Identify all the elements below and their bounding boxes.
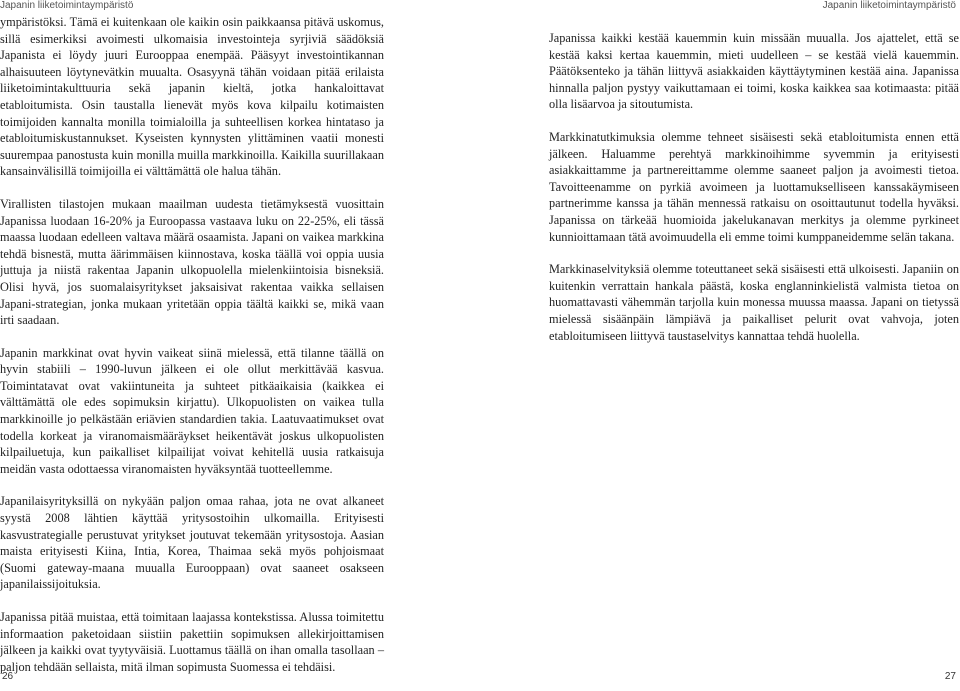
paragraph: Markkinaselvityksiä olemme toteuttaneet sekä sisäisesti että ulkoisesti. Japaniin on kuitenkin verrattain hankala päästä, koska englanninkielistä valmista tietoa on huomattavasti vähemmän tarjolla kuin monessa muussa maassa. Japani on tietyssä mielessä sisäänpäin lämpiävä ja paikalliset pelurit ovat vahvoja, joten etabloitumiseen liittyvä taustaselvitys kannattaa tehdä huolella.: [549, 262, 959, 343]
paragraph: ympäristöksi. Tämä ei kuitenkaan ole kaikin osin paikkaansa pitävä uskomus, sillä esimerkiksi avoimesti ulkomaisia investointeja syrjiviä säädöksiä Japanista ei löydy juuri Eurooppaa enempää. Pääsyyt investointikannan alhaisuuteen löytynevätkin muualta. Osasyynä tähän voidaan pitää erilaista liiketoimintakulttuuria sekä japanin kieltä, jotka hankaloittavat etabloitumista. Osin taustalla lienevät myös kova kilpailu kotimaisten toimijoiden kannalta monilla toimialoilla ja suhteellisen korkea hintataso ja etabloitumiskustannukset. Kyseisten kynnysten ylittäminen vaatii monesti suurempaa panostusta kuin monilla muilla markkinoilla. Kaikilla suurillakaan kansainvälisillä toimijoilla ei välttämättä ole halua tähän.: [0, 15, 384, 179]
paragraph: Virallisten tilastojen mukaan maailman uudesta tietämyksestä vuosittain Japanissa luodaan 16-20% ja Euroopassa vastaava luku on 22-25%, eli tässä maassa luodaan edelleen valtava määrä osaamista. Japani on vaikea markkina tehdä bisnestä, mutta äärimmäisen kiinnostava, koska täällä voi oppia uusia juttuja ja niistä rakentaa Japanin ulkopuolella mielenkiintoisia bisneksiä. Olisi hyvä, jos suomalaisyritykset jaksaisivat rakentaa vaikka sellaisen Japani-strategian, jonka mukaan yritetään oppia täältä kaikki se, mikä vaan irti saadaan.: [0, 196, 384, 328]
paragraph: Japanissa kaikki kestää kauemmin kuin missään muualla. Jos ajattelet, että se kestää kaksi kertaa kauemmin, mieti uudelleen – se kestää vielä kauemmin. Päätöksenteko ja tähän liittyvä asiakkaiden käyttäytyminen kestää aina. Japanissa hinnalla paljon pystyy vaikuttamaan ei toimi, koska kaikkea saa kotimaasta: pitää olla lisäarvoa ja sitoutumista.: [549, 31, 959, 112]
paragraph: Japanissa pitää muistaa, että toimitaan laajassa kontekstissa. Alussa toimitettu informaation paketoidaan siistiin pakettiin sopimuksen allekirjoittamisen jälkeen ja kaikki ovat tyytyväisiä. Luottamus täällä on ihan omalla tasollaan – paljon tehdään sellaista, mitä ilman sopimusta Suomessa ei tehdäisi.: [0, 610, 384, 674]
left-column: [0, 14, 384, 691]
paragraph: Markkinatutkimuksia olemme tehneet sisäisesti sekä etabloitumista ennen että jälkeen. Haluamme perehtyä markkinoihimme syvemmin ja erityisesti asiakkaittamme ja partnereittamme olemme saaneet paljon ja avoimesti tietoa. Tavoitteenamme on pyrkiä avoimeen ja luottamukselliseen kanssakäymiseen partnerimme kanssa ja tähän mennessä ratkaisu on osoittautunut todella hyväksi. Japanissa on tärkeää huomioida jakelukanavan merkitys ja olemme pyrkineet kunnioittamaan tätä avoimuudella eli emme toimi kumppaneidemme selän takana.: [549, 129, 959, 244]
page-number-left: 26: [2, 671, 14, 682]
running-header-right: Japanin liiketoimintaympäristö: [822, 0, 956, 11]
page-number-right: 27: [944, 671, 956, 682]
paragraph: Japanin markkinat ovat hyvin vaikeat siinä mielessä, että tilanne täällä on hyvin stabiili – 1990-luvun jälkeen ei ole ollut merkittävää kasvua. Toimintatavat ovat vakiintuneita ja suhteet pitkäaikaisia (kaikkea ei välttämättä ole edes sopimuksin kirjattu). Ulkopuolisten on vaikea tulla markkinoille jo pelkästään eriävien standardien takia. Laatuvaatimukset ovat todella korkeat ja viranomaismääräykset heikentävät joskus ulkopuolisten kilpailuetuja, kun paikalliset kilpailijat voivat kehitellä uusia ratkaisuja meidän vasta odottaessa viranomaisten hyväksyntää tuotteellemme.: [0, 345, 384, 476]
paragraph: Japanilaisyrityksillä on nykyään paljon omaa rahaa, jota ne ovat alkaneet syystä 2008 lähtien käyttää yritysostoihin ulkomailla. Erityisesti kasvustrategialle perustuvat yritykset joutuvat tekemään yritysostoja. Aasian maista erityisesti Kiina, Intia, Korea, Thaimaa sekä myös pohjoismaat (Suomi gateway-maana muualla Eurooppaan) ovat saaneet osakseen japanilaissijoituksia.: [0, 494, 384, 592]
running-header-left: Japanin liiketoimintaympäristö: [0, 0, 134, 11]
right-column: [549, 30, 959, 360]
